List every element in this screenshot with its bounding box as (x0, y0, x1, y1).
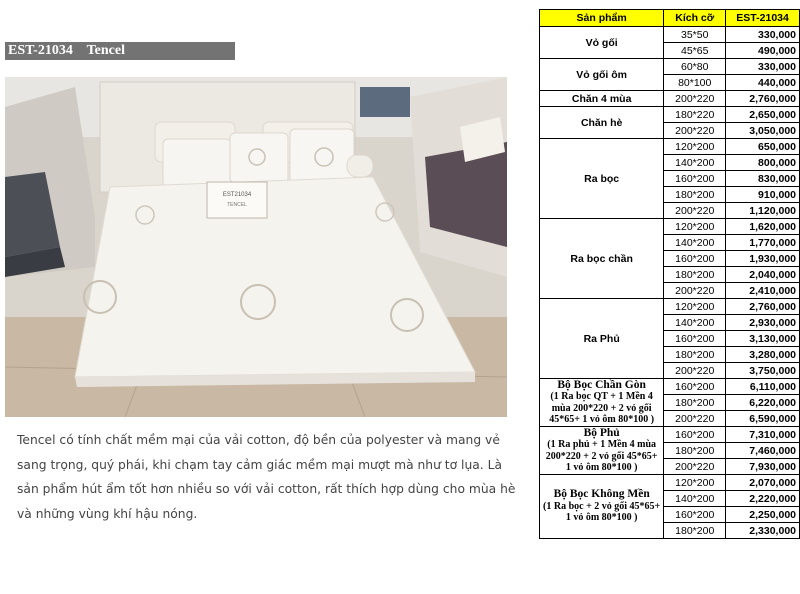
size-cell: 140*200 (664, 155, 726, 171)
price-cell: 6,220,000 (726, 395, 800, 411)
size-cell: 180*200 (664, 443, 726, 459)
price-cell: 2,330,000 (726, 523, 800, 539)
size-cell: 140*200 (664, 235, 726, 251)
product-name: Bộ Phủ (583, 426, 620, 439)
size-cell: 120*200 (664, 219, 726, 235)
product-name: Vỏ gối ôm (576, 68, 628, 81)
size-cell: 180*200 (664, 395, 726, 411)
product-name-cell (540, 59, 664, 91)
product-set-note: (1 Ra bọc QT + 1 Mền 4 mùa 200*220 + 2 vỏ gối 45*65+ 1 vỏ ôm 80*100 ) (549, 391, 655, 425)
price-cell: 6,590,000 (726, 411, 800, 427)
price-table (539, 9, 800, 539)
product-name-cell (540, 27, 664, 59)
price-cell: 2,410,000 (726, 283, 800, 299)
size-cell: 140*200 (664, 315, 726, 331)
product-name-cell (540, 379, 664, 427)
price-cell: 330,000 (726, 59, 800, 75)
product-name-cell (540, 427, 664, 475)
size-cell: 80*100 (664, 75, 726, 91)
price-cell: 7,310,000 (726, 427, 800, 443)
price-cell: 2,220,000 (726, 491, 800, 507)
table-row (540, 475, 800, 491)
size-cell: 160*200 (664, 251, 726, 267)
size-cell: 200*220 (664, 91, 726, 107)
table-row (540, 59, 800, 75)
size-cell: 180*220 (664, 107, 726, 123)
table-row (540, 219, 800, 235)
size-cell: 60*80 (664, 59, 726, 75)
size-cell: 160*200 (664, 507, 726, 523)
product-name-cell (540, 139, 664, 219)
price-cell: 490,000 (726, 43, 800, 59)
tag-line-1: EST21034 (222, 192, 252, 198)
product-set-note: (1 Ra phủ + 1 Mền 4 mùa 200*220 + 2 vỏ gối 45*65+ 1 vỏ ôm 80*100 ) (545, 439, 658, 473)
product-description: Tencel có tính chất mềm mại của vải cotton, độ bền của polyester và mang vẻ sang trọng, quý phái, khi chạm tay cảm giác mềm mại mượt mà như tơ lụa. Là sản phẩm hút ẩm tốt hơn nhiều so với vải cotton, rất thích hợp dùng cho mùa hè và những vùng khí hậu nóng. (17, 433, 516, 521)
size-cell: 180*200 (664, 347, 726, 363)
size-cell: 200*220 (664, 411, 726, 427)
size-cell: 180*200 (664, 187, 726, 203)
table-row (540, 27, 800, 43)
product-photo (5, 77, 507, 417)
size-cell: 160*200 (664, 427, 726, 443)
size-cell: 200*220 (664, 203, 726, 219)
header-product: Sản phẩm (540, 10, 664, 27)
price-cell: 2,930,000 (726, 315, 800, 331)
size-cell: 200*220 (664, 459, 726, 475)
product-name-cell (540, 299, 664, 379)
price-cell: 910,000 (726, 187, 800, 203)
price-cell: 440,000 (726, 75, 800, 91)
size-cell: 120*200 (664, 299, 726, 315)
table-row (540, 427, 800, 443)
price-cell: 2,250,000 (726, 507, 800, 523)
size-cell: 200*220 (664, 123, 726, 139)
product-name: Ra bọc chần (570, 252, 633, 265)
product-name-cell (540, 475, 664, 539)
price-cell: 1,620,000 (726, 219, 800, 235)
size-cell: 45*65 (664, 43, 726, 59)
price-cell: 7,460,000 (726, 443, 800, 459)
size-cell: 120*200 (664, 139, 726, 155)
price-cell: 800,000 (726, 155, 800, 171)
product-name: Bộ Bọc Chần Gòn (557, 378, 646, 391)
product-name: Bộ Bọc Không Mền (553, 488, 650, 501)
product-title: EST-21034 Tencel (5, 42, 235, 60)
product-name: Ra bọc (584, 172, 620, 185)
product-name: Vỏ gối (585, 36, 618, 49)
price-cell: 830,000 (726, 171, 800, 187)
size-cell: 200*220 (664, 363, 726, 379)
header-price: EST-21034 (726, 10, 800, 27)
price-cell: 3,050,000 (726, 123, 800, 139)
size-cell: 35*50 (664, 27, 726, 43)
price-cell: 2,070,000 (726, 475, 800, 491)
header-size: Kích cỡ (664, 10, 726, 27)
size-cell: 200*220 (664, 283, 726, 299)
product-name: Chăn hè (580, 116, 623, 129)
table-row (540, 299, 800, 315)
size-cell: 160*200 (664, 171, 726, 187)
price-cell: 2,760,000 (726, 91, 800, 107)
product-name: Chăn 4 mùa (571, 92, 632, 105)
table-header-row (540, 10, 800, 27)
product-name-cell (540, 91, 664, 107)
size-cell: 180*200 (664, 523, 726, 539)
price-cell: 3,280,000 (726, 347, 800, 363)
price-cell: 1,930,000 (726, 251, 800, 267)
size-cell: 140*200 (664, 491, 726, 507)
size-cell: 180*200 (664, 267, 726, 283)
product-name-cell (540, 107, 664, 139)
price-cell: 1,120,000 (726, 203, 800, 219)
product-name: Ra Phủ (583, 332, 620, 345)
price-cell: 2,760,000 (726, 299, 800, 315)
price-cell: 650,000 (726, 139, 800, 155)
table-row (540, 139, 800, 155)
price-cell: 3,750,000 (726, 363, 800, 379)
product-name-cell (540, 219, 664, 299)
table-row (540, 91, 800, 107)
price-cell: 2,650,000 (726, 107, 800, 123)
price-cell: 3,130,000 (726, 331, 800, 347)
price-table-body (540, 27, 800, 539)
table-row (540, 107, 800, 123)
price-cell: 330,000 (726, 27, 800, 43)
price-cell: 7,930,000 (726, 459, 800, 475)
price-cell: 2,040,000 (726, 267, 800, 283)
price-cell: 6,110,000 (726, 379, 800, 395)
size-cell: 160*200 (664, 331, 726, 347)
product-set-note: (1 Ra bọc + 2 vỏ gối 45*65+ 1 vỏ ôm 80*100 ) (543, 500, 661, 524)
price-cell: 1,770,000 (726, 235, 800, 251)
bedroom-scene-image (5, 77, 507, 417)
size-cell: 120*200 (664, 475, 726, 491)
tag-line-2: TENCEL (227, 202, 247, 208)
table-row (540, 379, 800, 395)
size-cell: 160*200 (664, 379, 726, 395)
